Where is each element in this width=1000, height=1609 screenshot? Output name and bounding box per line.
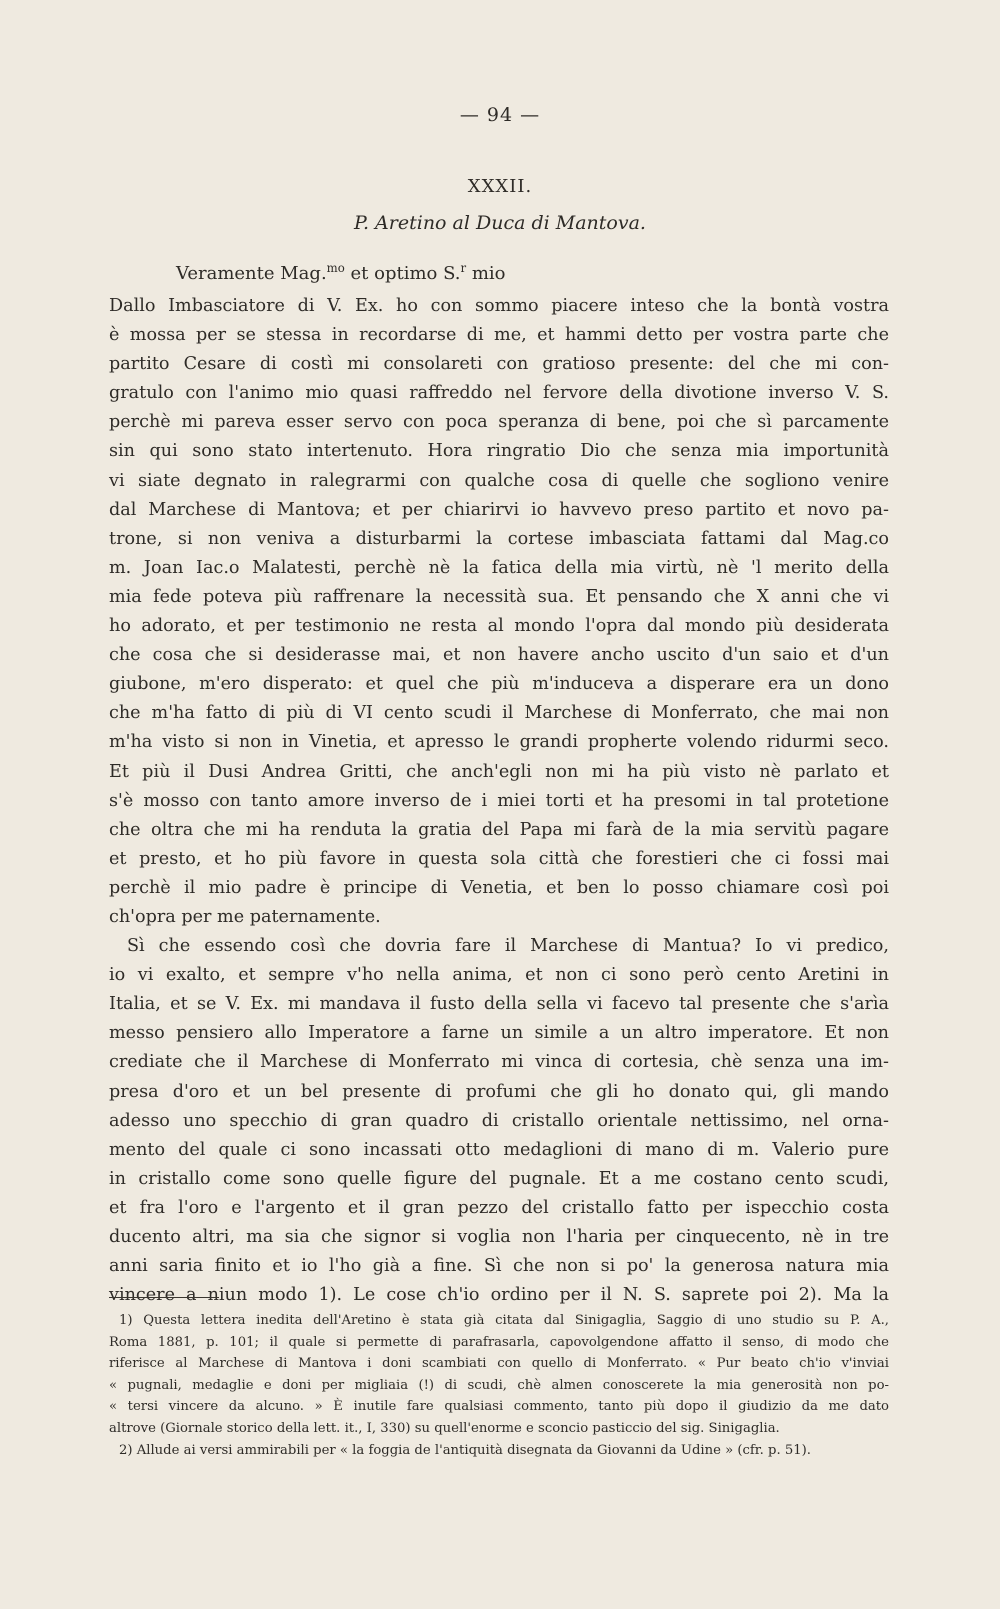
letter-body (109, 292, 889, 1310)
body-line: ch'opra per me paternamente. (109, 906, 381, 927)
footnote-rule (109, 1297, 219, 1298)
section-number: XXXII. (467, 176, 533, 197)
body-line: Dallo Imbasciatore di V. Ex. ho con sommo piacere inteso che la bontà vostra (109, 296, 889, 316)
footnote-2: 2) Allude ai versi ammirabili per « la foggia de l'antiquità disegnata da Giovanni da Udine » (cfr. p. 51). (119, 1442, 811, 1458)
paragraph-2 (109, 932, 889, 1310)
footnote-line: riferisce al Marchese di Mantova i doni scambiati con quello di Monferrato. « Pur beato ch'io v'inviai (109, 1356, 889, 1372)
footnote-line: Roma 1881, p. 101; il quale si permette di parafrasarla, capovolgendone affatto il senso, di modo che (109, 1334, 889, 1350)
body-line: m. Joan Iac.o Malatesti, perchè nè la fatica della mia virtù, nè 'l merito della (109, 557, 889, 578)
body-line: anni saria finito et io l'ho già a fine. Sì che non si po' la generosa natura mia (109, 1256, 889, 1277)
body-line: che oltra che mi ha renduta la gratia del Papa mi farà de la mia servitù pagare (109, 819, 889, 840)
salutation-mid: et optimo S. (344, 263, 461, 284)
salutation (176, 263, 506, 284)
body-line: m'ha visto si non in Vinetia, et apresso le grandi propherte volendo ridurmi seco. (109, 732, 889, 753)
body-line: mento del quale ci sono incassati otto medaglioni di mano di m. Valerio pure (109, 1139, 889, 1160)
body-line: che m'ha fatto di più di VI cento scudi il Marchese di Monferrato, che mai non (109, 703, 889, 724)
body-line: s'è mosso con tanto amore inverso de i miei torti et ha presomi in tal protetione (109, 790, 889, 811)
body-line: vi siate degnato in ralegrarmi con qualche cosa di quelle che sogliono venire (109, 470, 889, 491)
salutation-pre: Veramente Mag. (176, 263, 327, 284)
footnote-line: 1) Questa lettera inedita dell'Aretino è stata già citata dal Sinigaglia, Saggio di uno studio su P. A., (119, 1313, 889, 1328)
body-line: sin qui sono stato intertenuto. Hora ringratio Dio che senza mia importunità (109, 441, 889, 462)
body-line: adesso uno specchio di gran quadro di cristallo orientale nettissimo, nel orna- (109, 1110, 889, 1131)
body-line: mia fede poteva più raffrenare la necessità sua. Et pensando che X anni che vi (109, 586, 889, 607)
body-line: è mossa per se stessa in recordarse di me, et hammi detto per vostra parte che (109, 325, 889, 346)
body-line: Et più il Dusi Andrea Gritti, che anch'egli non mi ha più visto nè parlato et (109, 761, 889, 782)
body-line: perchè il mio padre è principe di Venetia, et ben lo posso chiamare così poi (109, 877, 889, 898)
body-line: partito Cesare di costì mi consolareti con gratioso presente: del che mi con- (109, 354, 889, 375)
body-line: che cosa che si desiderasse mai, et non havere ancho uscito d'un saio et d'un (109, 645, 889, 666)
paragraph-1 (109, 292, 889, 932)
salutation-sup-2: r (460, 261, 467, 275)
body-line: vincere a niun modo 1). Le cose ch'io ordino per il N. S. saprete poi 2). Ma la (109, 1285, 889, 1306)
letter-heading: P. Aretino al Duca di Mantova. (354, 212, 646, 234)
salutation-post: mio (466, 263, 506, 284)
body-line: perchè mi pareva esser servo con poca speranza di bene, poi che sì parcamente (109, 412, 889, 433)
body-line: gratulo con l'animo mio quasi raffreddo nel fervore della divotione inverso V. S. (109, 383, 889, 404)
body-line: et presto, et ho più favore in questa sola città che forestieri che ci fossi mai (109, 848, 889, 869)
body-line: presa d'oro et un bel presente di profumi che gli ho donato qui, gli mando (109, 1081, 889, 1102)
body-line: et fra l'oro e l'argento et il gran pezzo del cristallo fatto per ispecchio costa (109, 1197, 889, 1218)
salutation-sup-1: mo (326, 261, 345, 275)
body-line: giubone, m'ero disperato: et quel che più m'induceva a disperare era un dono (109, 674, 889, 695)
body-line: trone, si non veniva a disturbarmi la cortese imbasciata fattami dal Mag.co (109, 528, 889, 549)
footnote-1 (109, 1310, 889, 1440)
body-line: io vi exalto, et sempre v'ho nella anima, et non ci sono però cento Aretini in (109, 965, 889, 986)
body-line: Sì che essendo così che dovria fare il Marchese di Mantua? Io vi predico, (127, 936, 889, 957)
body-line: ho adorato, et per testimonio ne resta al mondo l'opra dal mondo più desiderata (109, 616, 889, 637)
body-line: crediate che il Marchese di Monferrato mi vinca di cortesia, chè senza una im- (109, 1052, 889, 1073)
body-line: in cristallo come sono quelle figure del pugnale. Et a me costano cento scudi, (109, 1168, 889, 1189)
body-line: ducento altri, ma sia che signor si voglia non l'haria per cinquecento, nè in tre (109, 1227, 889, 1247)
page-number: — 94 — (459, 104, 541, 126)
footnotes (109, 1310, 889, 1461)
footnote-line: « tersi vincere da alcuno. » È inutile fare qualsiasi commento, tanto più dopo il giudizio da me dato (109, 1399, 889, 1415)
body-line: dal Marchese di Mantova; et per chiarirvi io havvevo preso partito et novo pa- (109, 499, 889, 520)
footnote-line: « pugnali, medaglie e doni per migliaia (!) di scudi, chè almen conoscerete la mia generosità non po- (109, 1377, 889, 1393)
footnote-line: altrove (Giornale storico della lett. it., I, 330) su quell'enorme e sconcio pasticcio del sig. Sinigaglia. (109, 1420, 780, 1436)
body-line: Italia, et se V. Ex. mi mandava il fusto della sella vi facevo tal presente che s'arìa (109, 994, 889, 1015)
body-line: messo pensiero allo Imperatore a farne un simile a un altro imperatore. Et non (109, 1023, 889, 1044)
